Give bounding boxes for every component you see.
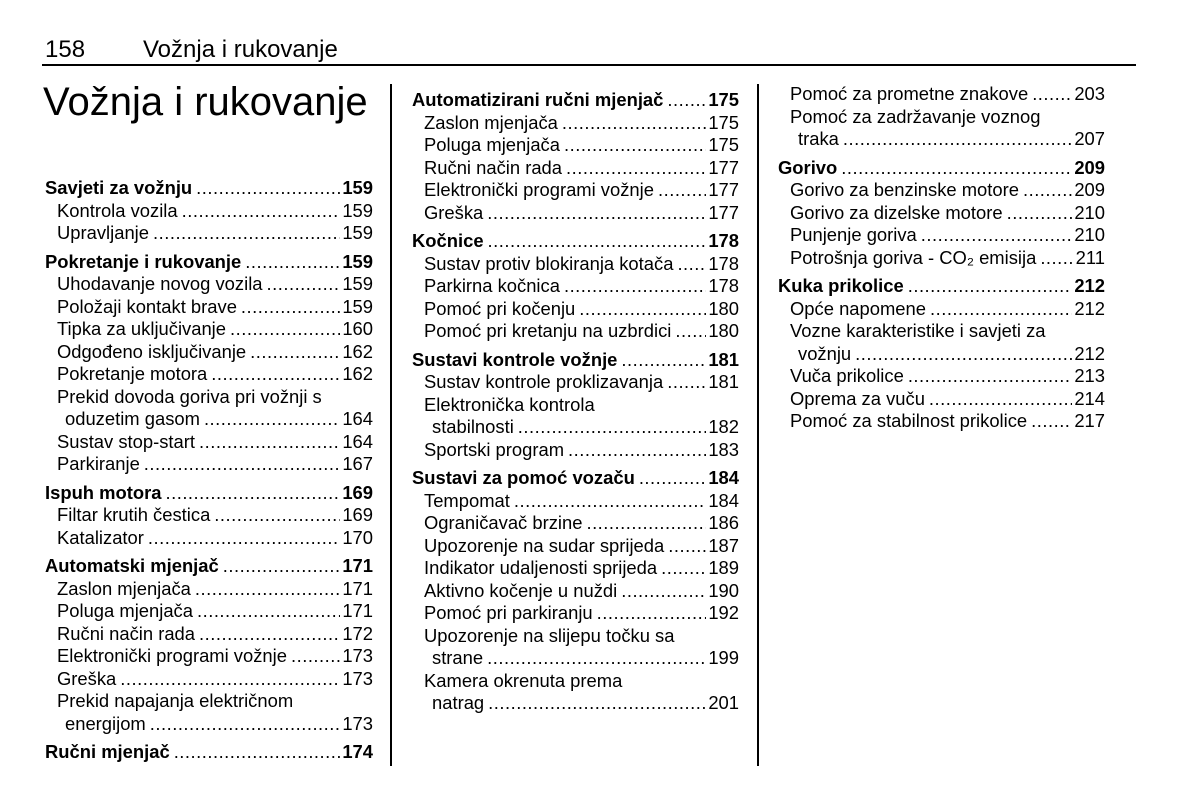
toc-entry[interactable]	[45, 668, 373, 691]
toc-entry[interactable]	[45, 713, 373, 736]
toc-entry[interactable]	[778, 202, 1105, 225]
toc-entry-title: Prekid napajanja električnom	[57, 690, 294, 711]
toc-section-entry[interactable]	[45, 177, 373, 200]
toc-entry-title: Tipka za uključivanje	[57, 318, 226, 339]
dot-leader	[675, 320, 706, 343]
toc-entry-page: 164	[342, 408, 373, 429]
toc-entry-title: Pomoć pri parkiranju	[424, 602, 593, 623]
dot-leader	[267, 273, 341, 296]
toc-entry-title: Aktivno kočenje u nuždi	[424, 579, 618, 601]
toc-entry[interactable]	[778, 128, 1105, 151]
toc-entry-page: 159	[342, 295, 373, 317]
toc-entry[interactable]	[45, 296, 373, 319]
toc-entry[interactable]	[45, 386, 373, 409]
toc-entry-title: Poluga mjenjača	[57, 600, 193, 621]
toc-entry[interactable]	[45, 690, 373, 713]
toc-entry-page: 180	[708, 297, 739, 319]
dot-leader	[518, 416, 707, 439]
toc-entry-page: 217	[1074, 410, 1105, 431]
dot-leader	[223, 555, 341, 578]
toc-entry-title: strane	[432, 647, 484, 668]
toc-entry[interactable]	[45, 504, 373, 527]
toc-entry-page: 181	[708, 348, 739, 370]
header-rule	[42, 64, 1136, 66]
dot-leader	[230, 318, 340, 341]
dot-leader	[841, 157, 1072, 180]
toc-entry[interactable]	[412, 371, 739, 394]
dot-leader	[586, 512, 706, 535]
toc-entry-page: 177	[708, 156, 739, 178]
toc-entry[interactable]	[412, 535, 739, 558]
toc-entry-page: 178	[708, 230, 739, 251]
dot-leader	[661, 557, 706, 580]
toc-entry-title: Parkiranje	[57, 453, 140, 474]
toc-entry-page: 199	[708, 647, 739, 668]
dot-leader	[908, 365, 1073, 388]
toc-entry[interactable]	[412, 298, 739, 321]
toc-entry[interactable]	[412, 253, 739, 276]
toc-entry[interactable]	[412, 557, 739, 580]
toc-entry[interactable]	[45, 222, 373, 245]
toc-entry-page: 180	[708, 320, 739, 341]
page-title: Vožnja i rukovanje	[43, 80, 368, 124]
column-divider-2	[757, 84, 759, 766]
toc-entry-title: Tempomat	[424, 489, 510, 511]
toc-entry-title: Prekid dovoda goriva pri vožnji s	[57, 385, 322, 407]
toc-entry-page: 173	[342, 645, 373, 666]
toc-entry-page: 159	[342, 177, 373, 198]
dot-leader	[241, 296, 340, 319]
toc-section-entry[interactable]	[45, 251, 373, 274]
toc-entry-page: 170	[342, 526, 373, 548]
toc-entry-page: 171	[342, 555, 373, 576]
toc-entry[interactable]	[45, 431, 373, 454]
dot-leader	[639, 467, 707, 490]
toc-entry-page: 169	[342, 504, 373, 525]
toc-entry[interactable]	[412, 202, 739, 225]
toc-section-entry[interactable]	[45, 741, 373, 764]
toc-entry-page: 162	[342, 363, 373, 384]
toc-entry-page: 207	[1074, 128, 1105, 149]
toc-entry-page: 162	[342, 340, 373, 362]
toc-entry-title: Upravljanje	[57, 222, 149, 243]
toc-section-entry[interactable]	[778, 157, 1105, 180]
dot-leader	[199, 431, 340, 454]
dot-leader	[204, 408, 340, 431]
toc-entry[interactable]	[412, 179, 739, 202]
toc-entry[interactable]	[778, 83, 1105, 106]
toc-entry-title: Pomoć za prometne znakove	[790, 83, 1029, 104]
toc-entry[interactable]	[412, 157, 739, 180]
dot-leader	[921, 224, 1073, 247]
toc-entry-title: Kuka prikolice	[778, 275, 904, 296]
toc-entry-page: 181	[708, 371, 739, 392]
toc-entry[interactable]	[412, 580, 739, 603]
dot-leader	[250, 341, 340, 364]
toc-entry-title: Zaslon mjenjača	[57, 577, 191, 599]
dot-leader	[150, 713, 341, 736]
dot-leader	[197, 600, 340, 623]
dot-leader	[564, 134, 706, 157]
dot-leader	[211, 363, 340, 386]
dot-leader	[658, 179, 706, 202]
toc-entry-title: Sportski program	[424, 438, 565, 460]
toc-entry-title: Sustavi za pomoć vozaču	[412, 467, 635, 488]
toc-entry-page: 212	[1074, 275, 1105, 296]
toc-entry[interactable]	[412, 439, 739, 462]
toc-entry[interactable]	[45, 453, 373, 476]
toc-entry-page: 171	[342, 577, 373, 599]
dot-leader	[291, 645, 340, 668]
toc-entry-page: 167	[342, 453, 373, 474]
toc-entry[interactable]	[412, 692, 739, 715]
toc-entry-page: 209	[1074, 179, 1105, 200]
toc-entry-page: 209	[1074, 156, 1105, 178]
toc-entry-page: 175	[708, 111, 739, 133]
toc-entry-title: natrag	[432, 692, 485, 713]
dot-leader	[667, 89, 706, 112]
dot-leader	[487, 647, 706, 670]
dot-leader	[196, 177, 340, 200]
toc-entry[interactable]	[412, 670, 739, 693]
running-header-chapter: Vožnja i rukovanje	[143, 36, 338, 63]
toc-entry-title: stabilnosti	[432, 416, 514, 437]
toc-entry-title: Pomoć za zadržavanje voznog	[790, 105, 1041, 127]
toc-entry[interactable]	[45, 408, 373, 431]
toc-entry[interactable]	[778, 320, 1105, 343]
toc-entry-title: Punjenje goriva	[790, 224, 917, 245]
toc-entry-page: 171	[342, 600, 373, 621]
toc-entry-title: Odgođeno isključivanje	[57, 340, 247, 362]
toc-entry-page: 184	[708, 467, 739, 488]
toc-entry[interactable]	[45, 645, 373, 668]
dot-leader	[597, 602, 707, 625]
toc-entry-page: 178	[708, 275, 739, 296]
toc-entry-page: 212	[1074, 297, 1105, 319]
toc-entry-title: Filtar krutih čestica	[57, 504, 211, 525]
dot-leader	[667, 371, 706, 394]
dot-leader	[514, 490, 706, 513]
toc-entry-page: 173	[342, 667, 373, 689]
toc-entry-page: 189	[708, 557, 739, 578]
toc-entry-page: 213	[1074, 365, 1105, 386]
toc-entry-title: Gorivo za dizelske motore	[790, 201, 1003, 223]
toc-entry-page: 177	[708, 201, 739, 223]
toc-entry-page: 172	[342, 622, 373, 644]
toc-entry-title: Sustavi kontrole vožnje	[412, 348, 618, 370]
dot-leader	[566, 157, 706, 180]
toc-entry[interactable]	[778, 410, 1105, 433]
toc-entry-page: 177	[708, 179, 739, 200]
dot-leader	[148, 527, 340, 550]
toc-entry-page: 159	[342, 273, 373, 294]
toc-entry-title: Potrošnja goriva - CO₂ emisija	[790, 246, 1037, 268]
toc-entry[interactable]	[412, 394, 739, 417]
toc-entry[interactable]	[778, 179, 1105, 202]
toc-entry-page: 184	[708, 489, 739, 511]
toc-entry[interactable]	[412, 134, 739, 157]
toc-entry-title: Oprema za vuču	[790, 387, 925, 409]
toc-entry-title: Poluga mjenjača	[424, 134, 560, 155]
page-number: 158	[45, 36, 86, 63]
toc-entry-page: 159	[342, 199, 373, 221]
toc-entry-title: Vozne karakteristike i savjeti za	[790, 320, 1046, 341]
toc-entry-title: Ograničavač brzine	[424, 512, 583, 533]
toc-section-entry[interactable]	[412, 349, 739, 372]
toc-entry-title: Kamera okrenuta prema	[424, 669, 623, 691]
toc-entry-title: Elektronički programi vožnje	[424, 179, 654, 200]
toc-entry[interactable]	[412, 416, 739, 439]
dot-leader	[668, 535, 706, 558]
toc-entry-title: oduzetim gasom	[65, 408, 200, 429]
toc-entry-title: Vuča prikolice	[790, 365, 904, 386]
dot-leader	[564, 275, 706, 298]
toc-entry[interactable]	[45, 273, 373, 296]
toc-entry[interactable]	[45, 341, 373, 364]
toc-entry-page: 203	[1074, 83, 1105, 104]
toc-entry-page: 211	[1075, 246, 1105, 268]
dot-leader	[487, 202, 706, 225]
toc-section-entry[interactable]	[45, 555, 373, 578]
toc-entry-title: Savjeti za vožnju	[45, 177, 193, 198]
toc-entry-page: 187	[708, 534, 739, 556]
toc-entry-page: 210	[1074, 201, 1105, 223]
column-divider-1	[390, 84, 392, 766]
toc-entry-page: 182	[708, 416, 739, 437]
toc-entry-title: Uhodavanje novog vozila	[57, 273, 263, 294]
toc-section-entry[interactable]	[412, 89, 739, 112]
toc-entry-page: 175	[708, 134, 739, 155]
dot-leader	[1040, 247, 1073, 270]
toc-entry[interactable]	[412, 490, 739, 513]
dot-leader	[153, 222, 340, 245]
toc-entry-title: Pokretanje i rukovanje	[45, 250, 242, 272]
dot-leader	[144, 453, 341, 476]
dot-leader	[843, 128, 1072, 151]
toc-entry[interactable]	[412, 512, 739, 535]
toc-entry-title: Upozorenje na sudar sprijeda	[424, 534, 665, 556]
running-header	[45, 36, 338, 64]
dot-leader	[182, 200, 341, 223]
toc-entry-title: Gorivo	[778, 156, 838, 178]
toc-entry[interactable]	[778, 224, 1105, 247]
dot-leader	[1007, 202, 1073, 225]
dot-leader	[562, 112, 706, 135]
toc-entry-title: Elektronički programi vožnje	[57, 645, 287, 666]
dot-leader	[1031, 410, 1072, 433]
toc-entry-title: Indikator udaljenosti sprijeda	[424, 557, 658, 578]
dot-leader	[1032, 83, 1072, 106]
toc-section-entry[interactable]	[412, 467, 739, 490]
toc-entry-page: 159	[342, 222, 373, 243]
toc-entry-title: Sustav stop-start	[57, 430, 195, 452]
toc-entry-title: Sustav kontrole proklizavanja	[424, 371, 664, 392]
toc-entry[interactable]	[412, 602, 739, 625]
toc-entry[interactable]	[45, 600, 373, 623]
toc-entry[interactable]	[45, 200, 373, 223]
toc-entry-page: 214	[1074, 387, 1105, 409]
toc-entry-page: 186	[708, 512, 739, 533]
dot-leader	[245, 251, 340, 274]
dot-leader	[929, 388, 1072, 411]
toc-entry-title: Greška	[424, 201, 484, 223]
dot-leader	[199, 623, 340, 646]
dot-leader	[930, 298, 1072, 321]
dot-leader	[214, 504, 340, 527]
toc-entry-page: 192	[708, 602, 739, 623]
toc-entry[interactable]	[412, 275, 739, 298]
toc-entry-title: traka	[798, 128, 839, 149]
toc-entry-page: 190	[708, 579, 739, 601]
dot-leader	[488, 692, 706, 715]
toc-entry-page: 169	[342, 481, 373, 503]
toc-entry[interactable]	[778, 365, 1105, 388]
toc-entry-title: Ručni način rada	[424, 156, 563, 178]
toc-entry-page: 160	[342, 318, 373, 339]
toc-entry-title: Katalizator	[57, 526, 144, 548]
toc-entry-title: Parkirna kočnica	[424, 275, 560, 296]
toc-entry-title: Kočnice	[412, 230, 484, 251]
toc-entry-page: 178	[708, 252, 739, 274]
toc-entry-title: Zaslon mjenjača	[424, 111, 558, 133]
toc-entry-title: Sustav protiv blokiranja kotača	[424, 252, 674, 274]
toc-entry-title: energijom	[65, 712, 146, 734]
toc-entry-title: Pokretanje motora	[57, 363, 208, 384]
toc-entry-title: Pomoć za stabilnost prikolice	[790, 410, 1028, 431]
toc-entry[interactable]	[45, 363, 373, 386]
dot-leader	[120, 668, 340, 691]
toc-entry-page: 174	[342, 741, 373, 762]
toc-entry[interactable]	[412, 112, 739, 135]
toc-entry[interactable]	[45, 578, 373, 601]
toc-entry[interactable]	[45, 318, 373, 341]
toc-entry[interactable]	[45, 527, 373, 550]
toc-entry-title: vožnju	[798, 342, 852, 364]
toc-entry-page: 210	[1074, 224, 1105, 245]
toc-entry[interactable]	[412, 647, 739, 670]
dot-leader	[621, 349, 706, 372]
toc-entry-title: Automatski mjenjač	[45, 555, 219, 576]
toc-section-entry[interactable]	[45, 482, 373, 505]
dot-leader	[1023, 179, 1072, 202]
dot-leader	[677, 253, 706, 276]
toc-entry-title: Elektronička kontrola	[424, 393, 595, 415]
toc-entry[interactable]	[45, 623, 373, 646]
toc-entry-page: 183	[708, 438, 739, 460]
toc-entry[interactable]	[778, 106, 1105, 129]
toc-entry-page: 212	[1074, 342, 1105, 364]
toc-entry-page: 173	[342, 712, 373, 734]
toc-section-entry[interactable]	[778, 275, 1105, 298]
toc-entry[interactable]	[778, 343, 1105, 366]
dot-leader	[165, 482, 340, 505]
dot-leader	[908, 275, 1073, 298]
toc-entry-title: Pomoć pri kočenju	[424, 297, 576, 319]
toc-entry-title: Gorivo za benzinske motore	[790, 179, 1019, 200]
dot-leader	[174, 741, 341, 764]
toc-entry-title: Položaji kontakt brave	[57, 295, 237, 317]
dot-leader	[621, 580, 706, 603]
toc-entry[interactable]	[778, 247, 1105, 270]
toc-entry-title: Kontrola vozila	[57, 199, 178, 221]
toc-entry-title: Upozorenje na slijepu točku sa	[424, 624, 675, 646]
toc-section-entry[interactable]	[412, 230, 739, 253]
toc-entry-title: Ručni način rada	[57, 622, 196, 644]
dot-leader	[579, 298, 706, 321]
toc-entry[interactable]	[412, 320, 739, 343]
toc-entry-title: Automatizirani ručni mjenjač	[412, 89, 664, 110]
toc-entry-title: Greška	[57, 667, 117, 689]
dot-leader	[568, 439, 706, 462]
toc-entry-title: Opće napomene	[790, 297, 926, 319]
dot-leader	[488, 230, 707, 253]
toc-entry-title: Pomoć pri kretanju na uzbrdici	[424, 320, 672, 341]
toc-entry-page: 175	[708, 89, 739, 110]
toc-entry-page: 201	[708, 692, 739, 713]
dot-leader	[855, 343, 1072, 366]
toc-entry-title: Ispuh motora	[45, 481, 162, 503]
toc-entry-page: 164	[342, 430, 373, 452]
toc-entry-page: 159	[342, 250, 373, 272]
toc-entry[interactable]	[412, 625, 739, 648]
toc-entry-title: Ručni mjenjač	[45, 741, 170, 762]
toc-entry[interactable]	[778, 388, 1105, 411]
toc-entry[interactable]	[778, 298, 1105, 321]
dot-leader	[195, 578, 340, 601]
